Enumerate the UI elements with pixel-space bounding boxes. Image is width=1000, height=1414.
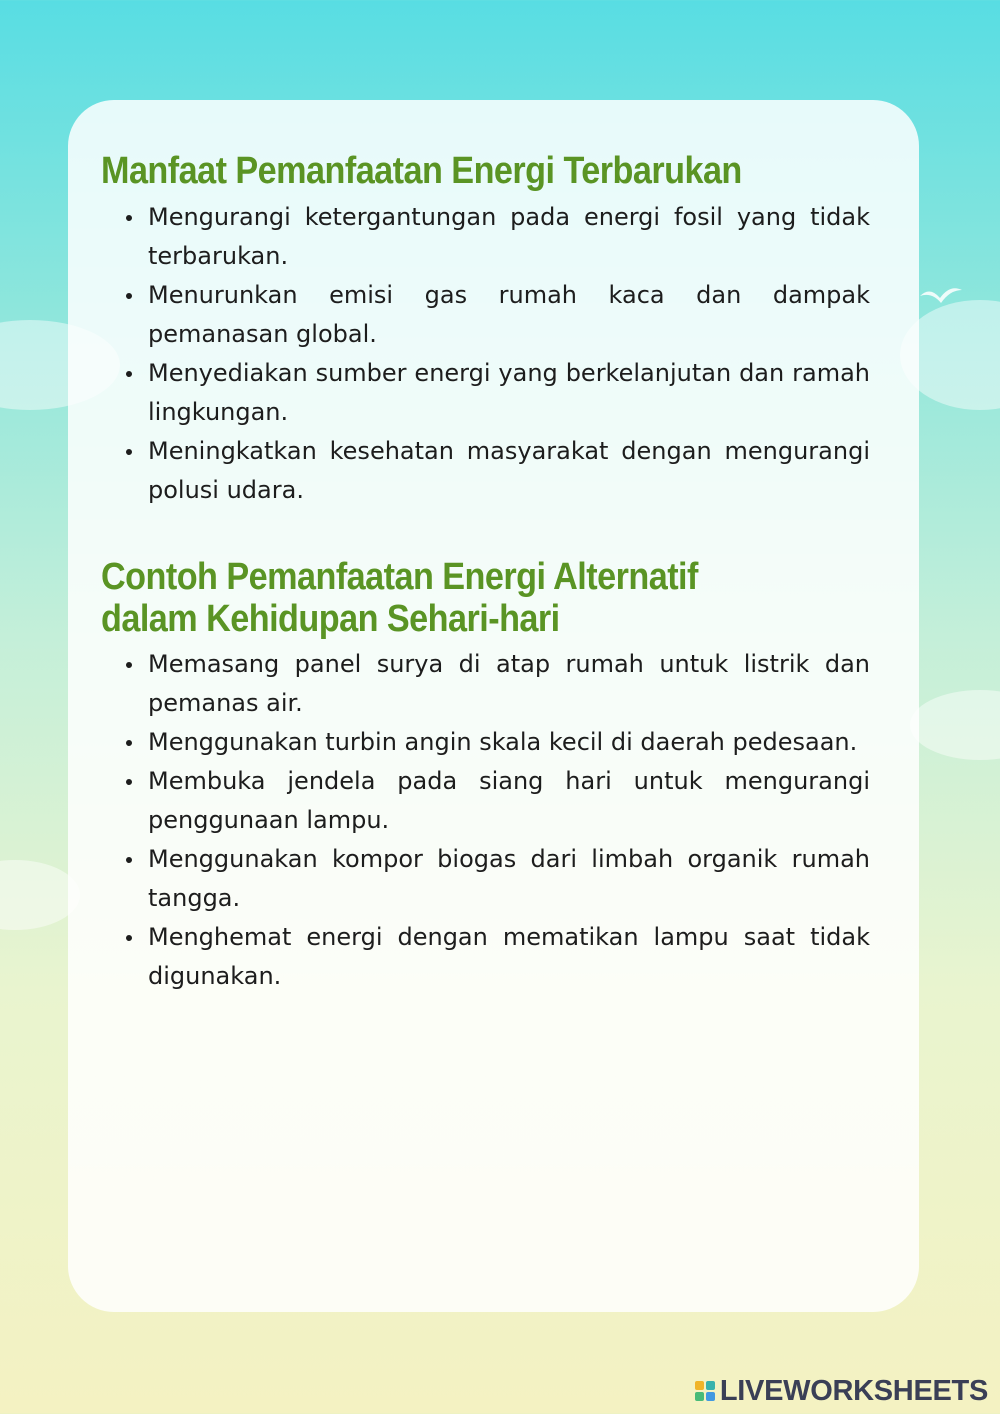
logo-square [706,1392,715,1401]
section-title-line: Manfaat Pemanfaatan Energi Terbarukan [101,150,742,192]
list-item [120,645,870,723]
bullet-icon [126,293,132,299]
bullet-icon [126,935,132,941]
bullet-icon [126,449,132,455]
list-item-text: Mengurangi ketergantungan pada energi fosil yang tidak terbarukan. [148,203,870,270]
list-item-text: Menghemat energi dengan mematikan lampu saat tidak digunakan. [148,923,870,990]
logo-square [695,1392,704,1401]
liveworksheets-brand [695,1376,988,1406]
list-item [120,840,870,918]
list-item-text: Menyediakan sumber energi yang berkelanjutan dan ramah lingkungan. [148,359,870,426]
logo-square [695,1381,704,1390]
bullet-icon [126,215,132,221]
list-item [120,198,870,276]
list-item-text: Menurunkan emisi gas rumah kaca dan dampak pemanasan global. [148,281,870,348]
bullet-icon [126,740,132,746]
list-item [120,762,870,840]
section-title-line: dalam Kehidupan Sehari-hari [101,598,560,640]
logo-square [706,1381,715,1390]
list-item-text: Menggunakan turbin angin skala kecil di daerah pedesaan. [148,728,858,756]
liveworksheets-logo-icon [695,1381,715,1401]
section-title-contoh [101,556,698,640]
list-item [120,276,870,354]
brand-name: LIVEWORKSHEETS [719,1374,988,1407]
list-item [120,432,870,510]
bullet-icon [126,779,132,785]
bullet-icon [126,371,132,377]
list-item-text: Menggunakan kompor biogas dari limbah organik rumah tangga. [148,845,870,912]
bullet-icon [126,857,132,863]
bullet-icon [126,662,132,668]
background-cloud [910,690,1000,760]
bird-icon [918,282,964,306]
section-title-manfaat [101,150,742,192]
list-item [120,723,870,762]
list-item [120,918,870,996]
list-item [120,354,870,432]
list-item-text: Memasang panel surya di atap rumah untuk listrik dan pemanas air. [148,650,870,717]
examples-list [120,645,870,996]
list-item-text: Membuka jendela pada siang hari untuk mengurangi penggunaan lampu. [148,767,870,834]
benefits-list [120,198,870,510]
list-item-text: Meningkatkan kesehatan masyarakat dengan mengurangi polusi udara. [148,437,870,504]
section-title-line: Contoh Pemanfaatan Energi Alternatif [101,556,698,598]
